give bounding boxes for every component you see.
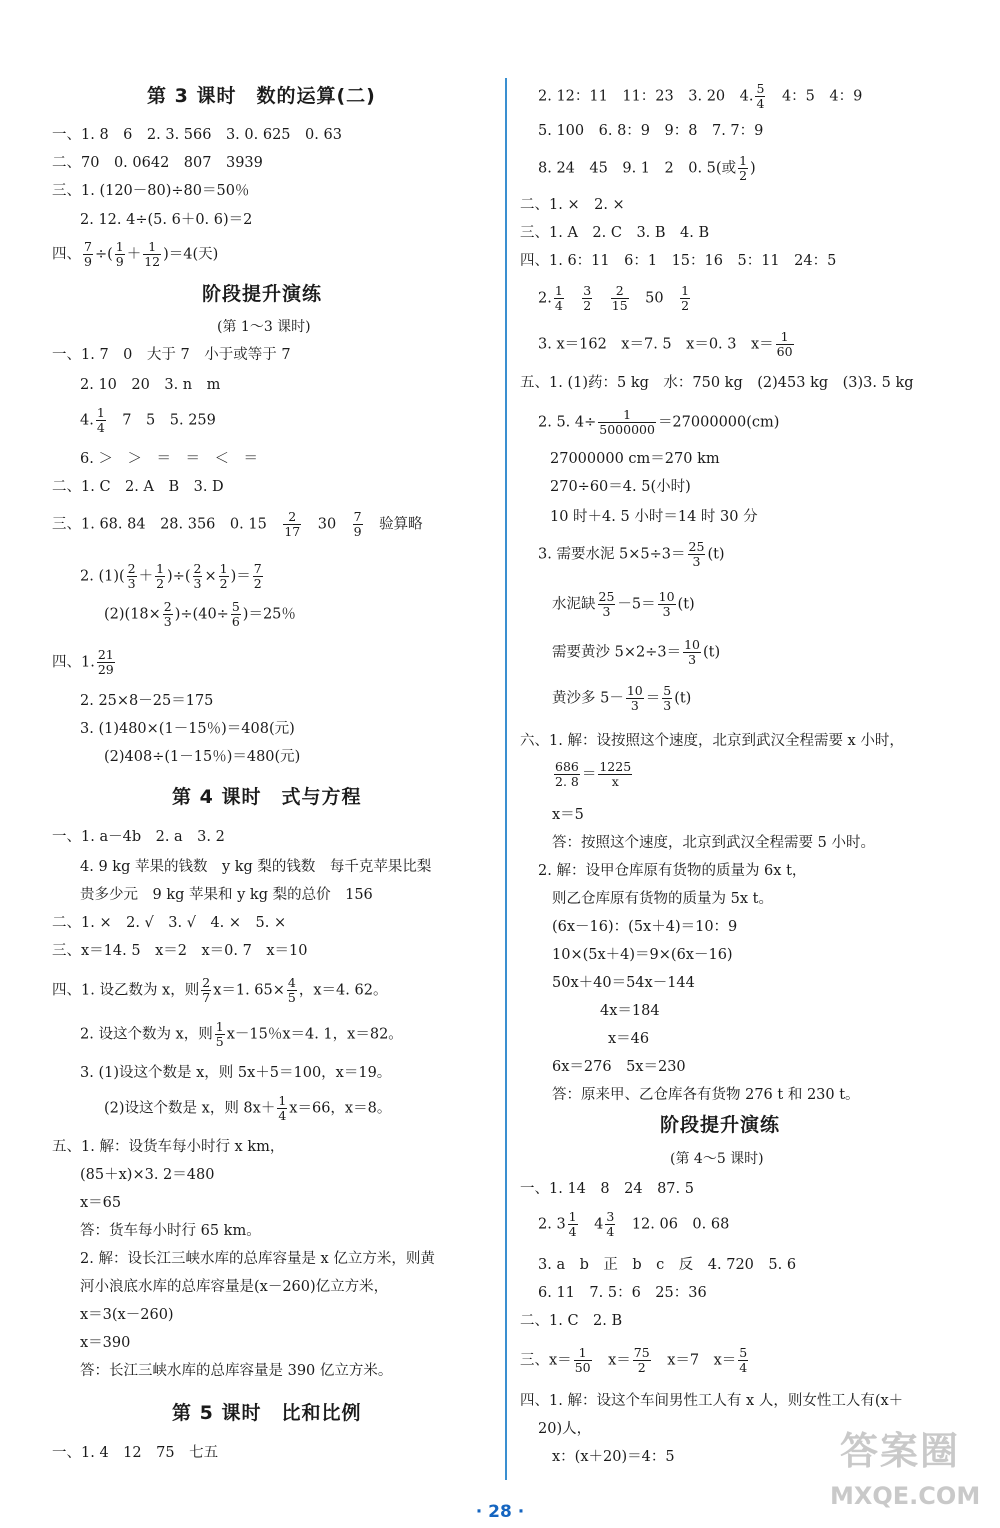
fraction [574,1346,592,1375]
numerator: 4 [287,975,296,990]
numerator: 5 [739,1345,748,1360]
fraction [201,976,211,1005]
fraction [287,976,297,1005]
label: 3. x＝162 x＝7. 5 x＝0. 3 x＝ [538,336,774,353]
result: )＝25％ [242,606,296,623]
heading-stage-practice-2: 阶段提升演练 [660,1114,781,1136]
fraction [683,638,701,667]
answer-line: 一、1. 14 8 24 87. 5 [520,1181,694,1197]
answer-line: 3. (1)设这个数是 x，则 5x＋5＝100，x＝19。 [80,1065,392,1081]
answer-line: x＝46 [608,1031,650,1047]
answer-line: x＝5 [552,807,584,823]
answer-line: 10 时＋4. 5 小时＝14 时 30 分 [550,509,758,525]
numerator: 1 [156,561,165,576]
denominator: 60 [776,344,793,359]
answer-line-fraction [80,406,216,435]
label: 2. [538,290,552,307]
answer-line-fraction [538,284,692,313]
denominator: 2 [739,168,748,183]
answer-line-fraction [104,1094,391,1123]
answer-line-fraction [538,154,756,183]
numerator: 1 [568,1209,577,1224]
numerator: 25 [598,589,615,604]
answer-line: 4x＝184 [600,1003,660,1019]
denominator: 4 [96,420,105,435]
fraction [605,1210,615,1239]
fraction [554,284,564,313]
operator: )÷(40÷ [174,606,229,623]
numerator: 1 [598,408,656,423]
heading-lesson-5: 第 5 课时 比和比例 [172,1402,362,1424]
fraction [219,562,229,591]
fraction [633,1346,651,1375]
label: 需要黄沙 5×2÷3＝ [552,644,682,661]
denominator: 6 [231,614,240,629]
heading-subtitle: (第 4～5 课时) [670,1151,764,1167]
answer-line: 4. 9 kg 苹果的钱数 y kg 梨的钱数 每千克苹果比梨 [80,859,432,875]
numerator: 10 [626,683,643,698]
answer-line: 2. 25×8－25＝175 [80,693,214,709]
numerator: 2 [202,975,211,990]
numerator: 1 [554,283,563,298]
answer-line-fraction [104,600,296,629]
answer-line: 六、1. 解：设按照这个速度，北京到武汉全程需要 x 小时， [520,733,904,749]
fraction [97,648,115,677]
operator: )÷( [167,568,191,585]
numerator: 2 [163,599,172,614]
answer-line-fraction [552,638,720,667]
answer-line-fraction [538,408,779,437]
numerator: 686 [555,759,579,774]
answer-line: 3. (1)480×(1－15％)＝408(元) [80,721,295,737]
numerator: 1 [115,239,124,254]
denominator: 4 [739,1360,748,1375]
fraction [283,510,301,539]
answer-line: 二、1. C 2. A B 3. D [52,479,224,495]
numerator: 1 [681,283,690,298]
operator: ＝ [581,766,597,783]
fraction [83,240,93,269]
denominator: 12 [144,254,161,269]
answer-line-fraction [52,648,117,677]
answer-text: 验算略 [379,516,423,533]
answer-line: 二、70 0. 0642 807 3939 [52,155,263,171]
denominator: 2 [637,1360,646,1375]
heading-subtitle: (第 1～3 课时) [217,319,311,335]
fraction [115,240,125,269]
heading-stage-practice: 阶段提升演练 [202,283,323,305]
denominator: 3 [692,554,701,569]
answer-line: 贵多少元 9 kg 苹果和 y kg 梨的总价 156 [80,887,373,903]
label: 8. 24 45 9. 1 2 0. 5(或 [538,160,737,177]
answer-line: 答：按照这个速度，北京到武汉全程需要 5 小时。 [552,835,875,851]
fraction [688,540,706,569]
numerator: 2 [283,510,301,525]
numerator: 1 [776,330,794,345]
answer-text: x＝66，x＝8。 [289,1100,392,1117]
denominator: 3 [630,698,639,713]
numerator: 5 [231,599,240,614]
numerator: 1 [739,153,748,168]
result: ＝4(天) [168,246,219,263]
fraction [582,284,592,313]
answer-line: 27000000 cm＝270 km [550,451,720,467]
numerator: 1225 [599,759,632,774]
fraction [163,600,173,629]
answer-line-fraction [52,510,423,539]
label: 四、 [52,246,81,263]
denominator: 3 [663,698,672,713]
label: 4. [80,412,94,429]
label: (2)设这个数是 x，则 8x＋ [104,1100,276,1117]
denominator: x [611,774,619,789]
fraction [215,1020,225,1049]
denominator: 5000000 [599,422,655,437]
denominator: 2 [253,576,262,591]
fraction [598,408,656,437]
denominator: 2. 8 [555,774,579,789]
answer-line: 3. a b 正 b c 反 4. 720 5. 6 [538,1257,797,1273]
numerator: 10 [684,637,700,652]
fraction [662,684,672,713]
label: 三、x＝ [520,1352,572,1369]
numerator: 7 [84,239,92,254]
answer-line: 20)人， [538,1421,592,1437]
answer-line: 二、1. × 2. √ 3. √ 4. × 5. × [52,915,287,931]
denominator: 50 [574,1360,591,1375]
fraction [277,1094,287,1123]
answer-line-fraction: 2. (1)( $\frac{2}{3}$ ＋ $\frac{1}{2}$ )÷( $\frac{2}{3}$ × $\frac{1}{2}$ )＝ $\frac{7}{2}$ [80,561,262,591]
numerator: 25 [688,539,705,554]
answer-line-fraction [552,760,634,789]
label: 2. 设这个数为 x，则 [80,1026,213,1043]
fraction [598,760,632,789]
answer-line-fraction [538,1210,729,1239]
answer-line: 一、1. 4 12 75 七五 [52,1445,219,1461]
answer-line: 6x＝276 5x＝230 [552,1059,686,1075]
operator: )＝ [230,568,251,585]
answer-line: 五、1. 解：设货车每小时行 x km， [52,1139,285,1155]
answer-text: x＝1. 65× [213,982,285,999]
watermark-logo [830,1420,990,1520]
denominator: 5 [215,1034,224,1049]
watermark-text: 答案圈 [840,1429,961,1473]
denominator: 3 [163,614,172,629]
label: 2. 12：11 11：23 3. 20 4. [538,88,754,105]
answer-line: 二、1. C 2. B [520,1313,623,1329]
answer-line: 10×(5x＋4)＝9×(6x－16) [552,947,733,963]
label: 三、1. 68. 84 28. 356 0. 15 [52,516,267,533]
numerator: 5 [756,81,765,96]
denominator: 9 [84,254,92,269]
answer-line: 270÷60＝4. 5(小时) [550,479,691,495]
answer-line: 四、1. 6：11 6：1 15：16 5：11 24：5 [520,253,837,269]
answer-line: 三、1. A 2. C 3. B 4. B [520,225,710,241]
answer-line: 6. 11 7. 5：6 25：36 [538,1285,707,1301]
fraction [680,284,690,313]
answer-line: x＝390 [80,1335,131,1351]
answer-line: (2)408÷(1－15％)＝480(元) [104,749,301,765]
answer-line: 50x＋40＝54x－144 [552,975,695,991]
answer-line: 2. 解：设甲仓库原有货物的质量为 6x t， [538,863,807,879]
answer-line: 5. 100 6. 8：9 9：8 7. 7：9 [538,123,764,139]
answer-line: 一、1. 8 6 2. 3. 566 3. 0. 625 0. 63 [52,127,342,143]
fraction [626,684,644,713]
denominator: 3 [688,652,697,667]
answer-line-fraction [552,590,695,619]
answer-line: 答：长江三峡水库的总库容量是 390 亿立方米。 [80,1363,393,1379]
denominator: 17 [284,524,301,539]
numerator: 1 [278,1093,287,1108]
answer-text: x＝7 x＝ [667,1352,737,1369]
denominator: 2 [156,576,165,591]
fraction [776,330,794,359]
answer-line: 三、1. (120－80)÷80＝50％ [52,183,250,199]
denominator: 4 [568,1224,577,1239]
numerator: 10 [658,589,675,604]
answer-line: 二、1. × 2. × [520,197,625,213]
fraction [658,590,676,619]
fraction [143,240,161,269]
answer-line: 2. 解：设长江三峡水库的总库容量是 x 亿立方米，则黄 [80,1251,435,1267]
answer-text: 12. 06 0. 68 [631,1216,730,1233]
denominator: 4 [756,96,765,111]
denominator: 4 [278,1108,287,1123]
label: 四、1. [52,654,95,671]
label: 2. 3 [538,1216,566,1233]
answer-line: 三、x＝14. 5 x＝2 x＝0. 7 x＝10 [52,943,308,959]
answer-line: (6x－16)：(5x＋4)＝10：9 [552,919,738,935]
denominator: 2 [681,298,690,313]
answer-text: x－15％x＝4. 1，x＝82。 [226,1026,403,1043]
answer-text: (t) [674,690,692,707]
answer-text: 50 [645,290,664,307]
answer-text: 4 [594,1216,604,1233]
label: 四、1. 设乙数为 x，则 [52,982,200,999]
answer-line: 则乙仓库原有货物的质量为 5x t。 [552,891,773,907]
answer-line: 四、1. 解：设这个车间男性工人有 x 人，则女性工人有(x＋ [520,1393,904,1409]
fraction [96,406,106,435]
answer-text: (t) [677,596,695,613]
denominator: 3 [193,576,202,591]
numerator: 2 [611,284,629,299]
answer-line: 一、1. a－4b 2. a 3. 2 [52,829,225,845]
fraction [253,562,263,591]
answer-line-fraction [552,684,691,713]
answer-text: ＝27000000(cm) [657,414,780,431]
numerator: 1 [574,1346,592,1361]
denominator: 9 [353,524,362,539]
fraction [193,562,203,591]
denominator: 3 [602,604,611,619]
page-number: · 28 · [475,1502,525,1522]
answer-line-fraction: 四、 $\frac{7}{9}$ ÷( $\frac{1}{9}$ ＋ $\frac{1}{12}$ )＝4(天) [52,239,219,269]
numerator: 5 [663,683,672,698]
heading-lesson-4: 第 4 课时 式与方程 [172,786,362,808]
watermark-url: MXQE.COM [830,1482,981,1510]
answer-line: 2. 10 20 3. n m [80,377,221,393]
numerator: 21 [97,647,114,662]
answer-line: 答：货车每小时行 65 km。 [80,1223,261,1239]
answer-line: 6. ＞ ＞ ＝ ＝ ＜ ＝ [80,451,258,467]
answer-line: 答：原来甲、乙仓库各有货物 276 t 和 230 t。 [552,1087,860,1103]
answer-line-fraction [538,82,862,111]
numerator: 1 [96,405,105,420]
fraction [231,600,241,629]
denominator: 2 [219,576,228,591]
answer-line: 一、1. 7 0 大于 7 小于或等于 7 [52,347,291,363]
fraction [353,510,363,539]
label: 黄沙多 5－ [552,690,624,707]
operator: －5＝ [617,596,656,613]
answer-line-fraction [538,540,725,569]
denominator: 3 [127,576,136,591]
fraction [155,562,165,591]
answer-line: 河小浪底水库的总库容量是(x－260)亿立方米， [80,1279,389,1295]
denominator: 9 [115,254,124,269]
answer-line: x：(x＋20)＝4：5 [552,1449,675,1465]
fraction [738,154,748,183]
answer-line-fraction [52,976,387,1005]
fraction [755,82,765,111]
denominator: 29 [97,662,114,677]
numerator: 7 [253,561,262,576]
fraction [554,760,580,789]
answer-text: (t) [707,546,725,563]
answer-text: 7 5 5. 259 [122,412,216,429]
column-divider [505,78,507,1480]
numerator: 3 [583,283,592,298]
operator: ＝ [645,690,661,707]
denominator: 5 [287,990,296,1005]
answer-text: 4：5 4：9 [781,88,863,105]
heading-lesson-3: 第 3 课时 数的运算(二) [147,85,376,107]
denominator: 3 [662,604,671,619]
label: 2. (1)( [80,568,125,585]
numerator: 2 [127,561,136,576]
label: 3. 需要水泥 5×5÷3＝ [538,546,686,563]
numerator: 2 [193,561,202,576]
label: 2. 5. 4÷ [538,414,597,431]
answer-text: ) [750,160,756,177]
answer-text: x＝ [608,1352,631,1369]
fraction [127,562,137,591]
numerator: 7 [353,509,362,524]
answer-line-fraction [80,1020,403,1049]
answer-line-fraction [520,1346,750,1375]
answer-line-fraction [538,330,796,359]
answer-text: ，x＝4. 62。 [298,982,388,999]
answer-line: x＝3(x－260) [80,1307,174,1323]
answer-text: (t) [703,644,721,661]
numerator: 1 [215,1019,224,1034]
numerator: 75 [633,1345,650,1360]
answer-line: 2. 12. 4÷(5. 6＋0. 6)＝2 [80,212,253,228]
fraction [598,590,616,619]
denominator: 4 [554,298,563,313]
fraction [738,1346,748,1375]
answer-text: 30 [317,516,337,533]
page-number-value: 28 [488,1502,512,1522]
answer-line: (85＋x)×3. 2＝480 [80,1167,215,1183]
denominator: 4 [606,1224,615,1239]
denominator: 15 [611,298,628,313]
fraction [611,284,629,313]
numerator: 1 [219,561,228,576]
denominator: 2 [583,298,592,313]
numerator: 3 [606,1209,615,1224]
label: 水泥缺 [552,596,596,613]
label: (2)(18× [104,606,161,623]
answer-line: 五、1. (1)药：5 kg 水：750 kg (2)453 kg (3)3. 5 kg [520,375,914,391]
answer-line: x＝65 [80,1195,122,1211]
fraction [568,1210,578,1239]
denominator: 7 [202,990,211,1005]
numerator: 1 [143,240,161,255]
